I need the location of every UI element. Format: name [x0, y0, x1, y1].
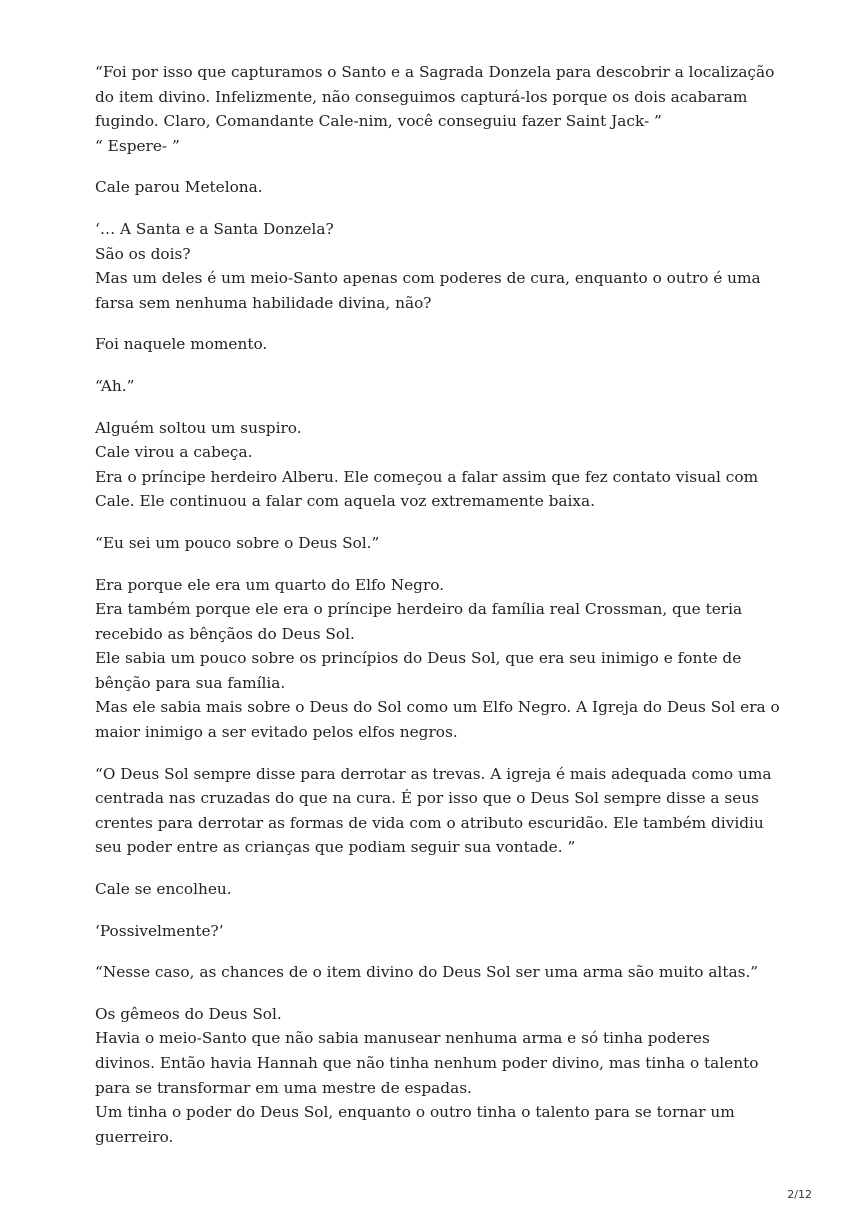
text-line: bênção para sua família. — [95, 673, 286, 692]
text-line: Era também porque ele era o príncipe herdeiro da família real Crossman, que teria — [95, 600, 743, 619]
text-line: ‘… A Santa e a Santa Donzela? — [95, 219, 334, 238]
paragraph — [95, 1002, 785, 1150]
text-line: “O Deus Sol sempre disse para derrotar as trevas. A igreja é mais adequada como uma — [95, 764, 772, 783]
text-line: recebido as bênçãos do Deus Sol. — [95, 624, 355, 643]
document-body — [95, 60, 785, 1166]
paragraph — [95, 217, 785, 315]
paragraph — [95, 877, 785, 902]
paragraph — [95, 919, 785, 944]
text-line: do item divino. Infelizmente, não conseguimos capturá-los porque os dois acabaram — [95, 87, 748, 106]
paragraph — [95, 416, 785, 514]
text-line: guerreiro. — [95, 1127, 174, 1146]
text-line: Cale virou a cabeça. — [95, 443, 253, 462]
text-line: ‘Possivelmente?’ — [95, 921, 224, 940]
text-line: “Foi por isso que capturamos o Santo e a Sagrada Donzela para descobrir a localização — [95, 63, 775, 81]
text-line: maior inimigo a ser evitado pelos elfos negros. — [95, 723, 458, 742]
text-line: “Ah.” — [95, 376, 135, 395]
text-line: Cale. Ele continuou a falar com aquela voz extremamente baixa. — [95, 492, 596, 511]
paragraph — [95, 60, 785, 158]
paragraph — [95, 573, 785, 745]
paragraph — [95, 374, 785, 399]
text-line: Havia o meio-Santo que não sabia manusear nenhuma arma e só tinha poderes — [95, 1029, 710, 1048]
text-line: Mas ele sabia mais sobre o Deus do Sol como um Elfo Negro. A Igreja do Deus Sol era o — [95, 698, 780, 717]
text-line: Alguém soltou um suspiro. — [95, 418, 302, 437]
text-line: farsa sem nenhuma habilidade divina, não? — [95, 293, 432, 312]
paragraph — [95, 332, 785, 357]
text-line: seu poder entre as crianças que podiam seguir sua vontade. ” — [95, 838, 576, 857]
text-line: “Nesse caso, as chances de o item divino do Deus Sol ser uma arma são muito altas.” — [95, 963, 759, 982]
text-line: Um tinha o poder do Deus Sol, enquanto o outro tinha o talento para se tornar um — [95, 1103, 735, 1122]
text-line: Ele sabia um pouco sobre os princípios do Deus Sol, que era seu inimigo e fonte de — [95, 649, 742, 668]
text-line: Cale parou Metelona. — [95, 178, 263, 197]
text-line: Era porque ele era um quarto do Elfo Negro. — [95, 575, 445, 594]
text-line: Cale se encolheu. — [95, 880, 232, 899]
text-line: centrada nas cruzadas do que na cura. É por isso que o Deus Sol sempre disse a seus — [95, 789, 760, 808]
paragraph — [95, 531, 785, 556]
text-line: Foi naquele momento. — [95, 335, 268, 354]
text-line: “ Espere- ” — [95, 136, 180, 155]
text-line: divinos. Então havia Hannah que não tinha nenhum poder divino, mas tinha o talento — [95, 1054, 759, 1072]
text-line: Mas um deles é um meio-Santo apenas com poderes de cura, enquanto o outro é uma — [95, 269, 761, 288]
paragraph — [95, 960, 785, 985]
page-number: 2/12 — [787, 1188, 812, 1201]
text-line: crentes para derrotar as formas de vida com o atributo escuridão. Ele também dividiu — [95, 813, 764, 832]
text-line: São os dois? — [95, 244, 191, 263]
text-line: para se transformar em uma mestre de espadas. — [95, 1078, 472, 1097]
text-line: Era o príncipe herdeiro Alberu. Ele começou a falar assim que fez contato visual com — [95, 467, 759, 486]
text-line: “Eu sei um pouco sobre o Deus Sol.” — [95, 533, 380, 552]
text-line: fugindo. Claro, Comandante Cale-nim, você conseguiu fazer Saint Jack- ” — [95, 112, 662, 131]
text-line: Os gêmeos do Deus Sol. — [95, 1004, 282, 1023]
paragraph — [95, 762, 785, 860]
paragraph — [95, 175, 785, 200]
